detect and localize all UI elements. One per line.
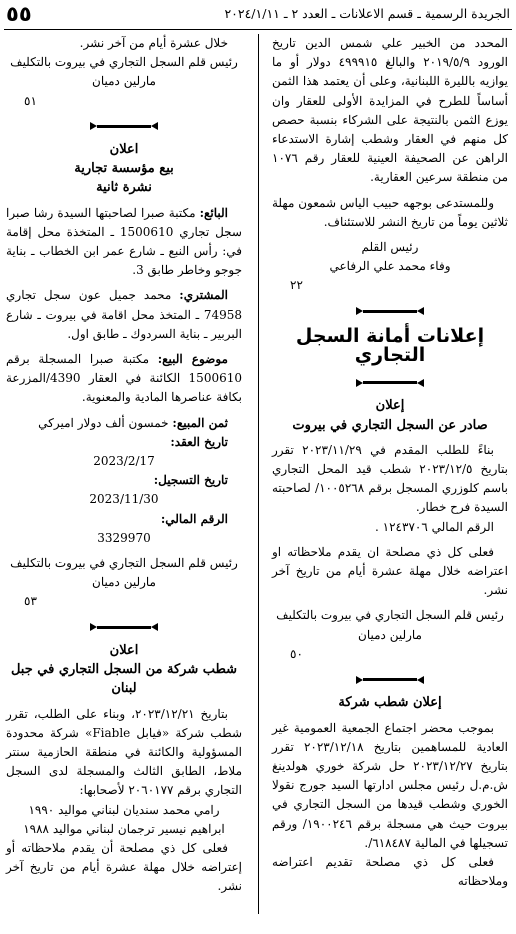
buyer-entry xyxy=(6,286,242,344)
signature-title: رئيس قلم السجل التجاري في بيروت بالتكليف xyxy=(276,608,504,623)
ornament-divider xyxy=(272,302,508,321)
left-column xyxy=(6,34,242,897)
notice-subtitle: نشرة ثانية xyxy=(96,180,152,196)
registration-date-entry xyxy=(6,471,242,490)
paragraph: فعلى كل ذي مصلحة تقديم اعتراضه وملاحظاته xyxy=(272,854,508,889)
notice-number: ٥٣ xyxy=(24,594,37,609)
field-label: موضوع البيع: xyxy=(157,352,228,367)
field-label: تاريخ العقد: xyxy=(170,434,228,449)
field-value: خمسون ألف دولار اميركي xyxy=(38,415,169,430)
paragraph: المحدد من الخبير علي شمس الدين تاريخ الورود ٢٠١٩/٥/٩ والبالغ ٤٩٩٩١٥ دولار أو ما يوازيه بالليرة اللبنانية، وعلى أن يعتمد هذا الثمن أساساً للطرح في المزايدة الأولى للعقار وان يوزع الثمن بالنتيجة على الشركاء بنسبة حصص كل منهم في العقار وشطب إشارة الاستدعاء الراهن عن الصحيفة العينية للعقار رقم ١٠٧٦ من منطقة سرعين العقارية. xyxy=(272,36,509,185)
owner-entry: ابراهيم نيسير ترجمان لبناني مواليد ١٩٨٨ xyxy=(23,821,225,836)
signature-name: وفاء محمد علي الرفاعي xyxy=(329,259,451,274)
ornament-divider xyxy=(272,670,508,689)
notice-title: بيع مؤسسة تجارية xyxy=(74,161,174,177)
field-value: 2023/11/30 xyxy=(89,492,159,507)
subject-entry xyxy=(6,350,242,408)
paragraph: فعلى كل ذي مصلحة أن يقدم ملاحظاته أو إعتراضه خلال مهلة عشرة أيام من تاريخ آخر نشر. xyxy=(6,840,242,894)
paragraph: وللمستدعى بوجهه حبيب الياس شمعون مهلة ثلاثين يوماً من تاريخ النشر للاستئناف. xyxy=(272,195,508,229)
signature-name: مارلين دميان xyxy=(358,627,422,642)
notice-number: ٥٠ xyxy=(290,646,303,661)
signature-title: رئيس القلم xyxy=(361,240,419,255)
paragraph: بناءً للطلب المقدم في ٢٠٢٣/١١/٢٩ تقرر بتاريخ ٢٠٢٣/١٢/٥ شطب قيد المحل التجاري باسم كلوزري المسجل برقم ١٠٠٥٢٦٨/ لصاحبته السيدة فرح خطار. xyxy=(272,442,509,515)
notice-number: ٥١ xyxy=(24,93,37,108)
ornament-divider xyxy=(272,373,508,392)
ornament-divider xyxy=(6,117,242,136)
notice-number: ٢٢ xyxy=(290,278,303,293)
contract-date-entry xyxy=(6,433,242,452)
field-label: البائع: xyxy=(199,205,228,220)
seller-entry xyxy=(6,204,242,281)
page-header xyxy=(0,0,516,30)
paragraph: الرقم المالي ١٢٤٣٧٠٦ . xyxy=(375,519,494,534)
field-value: 3329970 xyxy=(97,530,151,545)
paragraph: بموجب محضر اجتماع الجمعية العمومية غير العادية للمساهمين بتاريخ ٢٠٢٣/١٢/١٨ تقرر بتاريخ ٢٠٢٣/١٢/٢٧ حل شركة خوري هولدينغ ش.م.ل رئيس مجلس ادارتها السيد جورج نقولا الخوري وشطب قيدها من السجل التجاري في بيروت حيث هي مسجلة برقم ١٩٠٠٢٤٦/ ورقم تسجيلها في المالية ٦١٨٤٨٧/. xyxy=(272,720,508,850)
paragraph: فعلى كل ذي مصلحة ان يقدم ملاحظاته او اعتراضه خلال مهلة عشرة أيام من تاريخ آخر نشر. xyxy=(272,544,508,598)
signature-title: رئيس قلم السجل التجاري في بيروت بالتكليف xyxy=(10,556,238,571)
notice-heading: اعلان xyxy=(109,642,139,658)
field-label: الرقم المالي: xyxy=(160,511,228,526)
field-value: محمد جميل عون سجل تجاري 74958 ـ المتخذ محل اقامة في بيروت ـ شارع البربير ـ بناية السردوك ـ طابق اول. xyxy=(6,288,242,341)
paragraph: خلال عشرة أيام من آخر نشر. xyxy=(79,36,228,50)
notice-title: شطب شركة من السجل التجاري في جبل لبنان xyxy=(10,662,238,697)
page-number: ٥٥ xyxy=(6,2,32,26)
field-value: مكتبة صبرا لصاحبتها السيدة رشا صبرا سجل تجاري 1500610 ـ المتخذة محل إقامة في: رأس النبع ـ شارع عمر ابن الخطاب ـ بناية جوجو وخاطر طابق 3. xyxy=(6,205,242,278)
column-divider xyxy=(258,34,259,914)
notice-subtitle: صادر عن السجل التجاري في بيروت xyxy=(292,417,488,433)
field-label: تاريخ التسجيل: xyxy=(153,473,228,488)
notice-heading: إعلان xyxy=(375,398,405,414)
section-title: إعلانات أمانة السجل التجاري xyxy=(295,324,485,367)
right-column xyxy=(272,34,508,891)
notice-heading: إعلان شطب شركة xyxy=(338,695,442,711)
header-rule xyxy=(4,29,512,30)
signature-name: مارلين دميان xyxy=(92,575,156,590)
field-label: المشتري: xyxy=(179,288,228,303)
ornament-divider xyxy=(6,618,242,637)
signature-name: مارلين دميان xyxy=(92,74,156,89)
signature-title: رئيس قلم السجل التجاري في بيروت بالتكليف xyxy=(10,55,238,70)
paragraph: بتاريخ ٢٠٢٣/١٢/٢١، وبناء على الطلب، تقرر شطب شركة «فيابل Fiable» شركة محدودة المسؤولية والكائنة في منطقة الحازمية سنتر ملاط، الطابق الثالث والمسجلة لدى السجل التجاري برقم ٢٠٦٠١٧٧ لأصحابها: xyxy=(6,706,242,798)
header-title: الجريدة الرسمية ـ قسم الاعلانات ـ العدد ٢ ـ ٢٠٢٤/١/١١ xyxy=(224,6,510,21)
field-value: 2023/2/17 xyxy=(93,454,155,469)
price-entry xyxy=(6,414,242,433)
notice-heading: اعلان xyxy=(109,142,139,158)
field-label: ثمن المبيع: xyxy=(172,415,228,430)
financial-number-entry xyxy=(6,510,242,529)
field-value: مكتبة صبرا المسجلة برقم 1500610 الكائنة في العقار 4390/المزرعة بكافة عناصرها المادية والمعنوية. xyxy=(6,352,242,405)
owner-entry: رامي محمد سنديان لبناني مواليد ١٩٩٠ xyxy=(28,802,220,817)
